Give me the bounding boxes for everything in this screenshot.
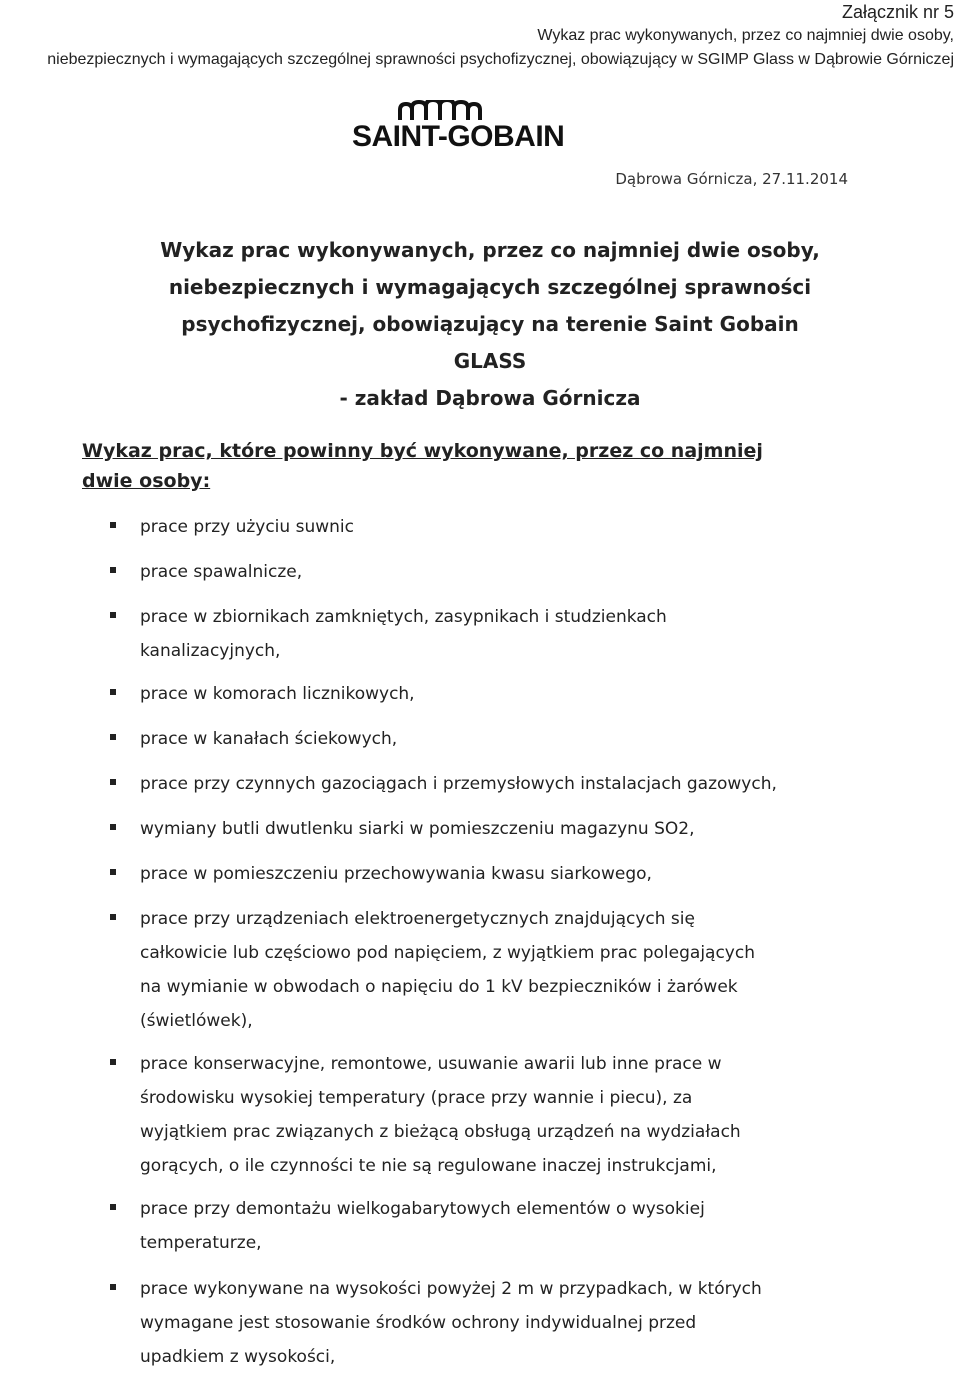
list-item-text bbox=[140, 677, 840, 711]
list-item-line: wyjątkiem prac związanych z bieżącą obsługą urządzeń na wydziałach bbox=[140, 1122, 741, 1142]
list-item-line: prace w komorach licznikowych, bbox=[140, 684, 415, 704]
document-header bbox=[47, 0, 954, 72]
bullet-icon bbox=[110, 869, 116, 875]
list-item-text bbox=[140, 600, 840, 668]
list-item-line: prace konserwacyjne, remontowe, usuwanie awarii lub inne prace w bbox=[140, 1054, 722, 1074]
bullet-icon bbox=[110, 779, 116, 785]
bullet-icon bbox=[110, 1204, 116, 1210]
section-heading-line: Wykaz prac, które powinny być wykonywane, przez co najmniej bbox=[82, 440, 763, 462]
section-heading-line: dwie osoby: bbox=[82, 470, 211, 492]
list-item-line: prace spawalnicze, bbox=[140, 562, 303, 582]
list-item-line: prace w zbiornikach zamkniętych, zasypnikach i studzienkach bbox=[140, 607, 667, 627]
list-item-line: prace w pomieszczeniu przechowywania kwasu siarkowego, bbox=[140, 864, 652, 884]
title-line: niebezpiecznych i wymagających szczególnej sprawności bbox=[168, 275, 812, 299]
list-item-text bbox=[140, 722, 840, 756]
list-item-line: prace przy użyciu suwnic bbox=[140, 517, 354, 537]
bullet-icon bbox=[110, 612, 116, 618]
annex-label: Załącznik nr 5 bbox=[841, 2, 954, 22]
title-line: psychofizycznej, obowiązujący na terenie Saint Gobain GLASS bbox=[181, 312, 799, 373]
list-item-line: prace w kanałach ściekowych, bbox=[140, 729, 398, 749]
header-subtitle: Wykaz prac wykonywanych, przez co najmniej dwie osoby, bbox=[537, 27, 954, 44]
list-item-text bbox=[140, 1272, 840, 1374]
bullet-icon bbox=[110, 734, 116, 740]
list-item-text bbox=[140, 510, 840, 544]
list-item-line: kanalizacyjnych, bbox=[140, 641, 281, 661]
list-item-line: prace przy czynnych gazociągach i przemysłowych instalacjach gazowych, bbox=[140, 774, 777, 794]
header-subtitle-2: niebezpiecznych i wymagających szczególnej sprawności psychofizycznej, obowiązujący w SGIMP Glass w Dąbrowie Górniczej bbox=[47, 51, 954, 68]
bullet-icon bbox=[110, 522, 116, 528]
list-item-text bbox=[140, 857, 840, 891]
title-line: - zakład Dąbrowa Górnicza bbox=[339, 386, 641, 410]
list-item-text bbox=[140, 1047, 840, 1183]
bullet-icon bbox=[110, 824, 116, 830]
list-item-line: na wymianie w obwodach o napięciu do 1 kV bezpieczników i żarówek bbox=[140, 977, 738, 997]
list-item-line: upadkiem z wysokości, bbox=[140, 1347, 336, 1367]
logo-wordmark: SAINT-GOBAIN bbox=[352, 120, 565, 153]
bullet-icon bbox=[110, 689, 116, 695]
bullet-icon bbox=[110, 1059, 116, 1065]
list-item-text bbox=[140, 812, 840, 846]
bullet-icon bbox=[110, 914, 116, 920]
list-item-line: temperaturze, bbox=[140, 1233, 262, 1253]
bullet-icon bbox=[110, 1284, 116, 1290]
logo-arches-icon bbox=[352, 100, 542, 122]
list-item-line: środowisku wysokiej temperatury (prace przy wannie i piecu), za bbox=[140, 1088, 693, 1108]
document-title bbox=[150, 232, 830, 417]
section-heading bbox=[82, 436, 822, 496]
list-item-line: wymiany butli dwutlenku siarki w pomieszczeniu magazynu SO2, bbox=[140, 819, 695, 839]
list-item-line: prace przy demontażu wielkogabarytowych elementów o wysokiej bbox=[140, 1199, 705, 1219]
title-line: Wykaz prac wykonywanych, przez co najmniej dwie osoby, bbox=[160, 238, 820, 262]
list-item-line: prace wykonywane na wysokości powyżej 2 m w przypadkach, w których bbox=[140, 1279, 762, 1299]
list-item-line: całkowicie lub częściowo pod napięciem, z wyjątkiem prac polegających bbox=[140, 943, 755, 963]
list-item-line: gorących, o ile czynności te nie są regulowane inaczej instrukcjami, bbox=[140, 1156, 717, 1176]
list-item-line: (świetlówek), bbox=[140, 1011, 253, 1031]
list-item-text bbox=[140, 1192, 840, 1260]
document-date: Dąbrowa Górnicza, 27.11.2014 bbox=[615, 170, 848, 188]
list-item-line: wymagane jest stosowanie środków ochrony indywidualnej przed bbox=[140, 1313, 697, 1333]
list-item-text bbox=[140, 555, 840, 589]
list-item-line: prace przy urządzeniach elektroenergetycznych znajdujących się bbox=[140, 909, 695, 929]
list-item-text bbox=[140, 902, 840, 1038]
bullet-icon bbox=[110, 567, 116, 573]
list-item-text bbox=[140, 767, 840, 801]
